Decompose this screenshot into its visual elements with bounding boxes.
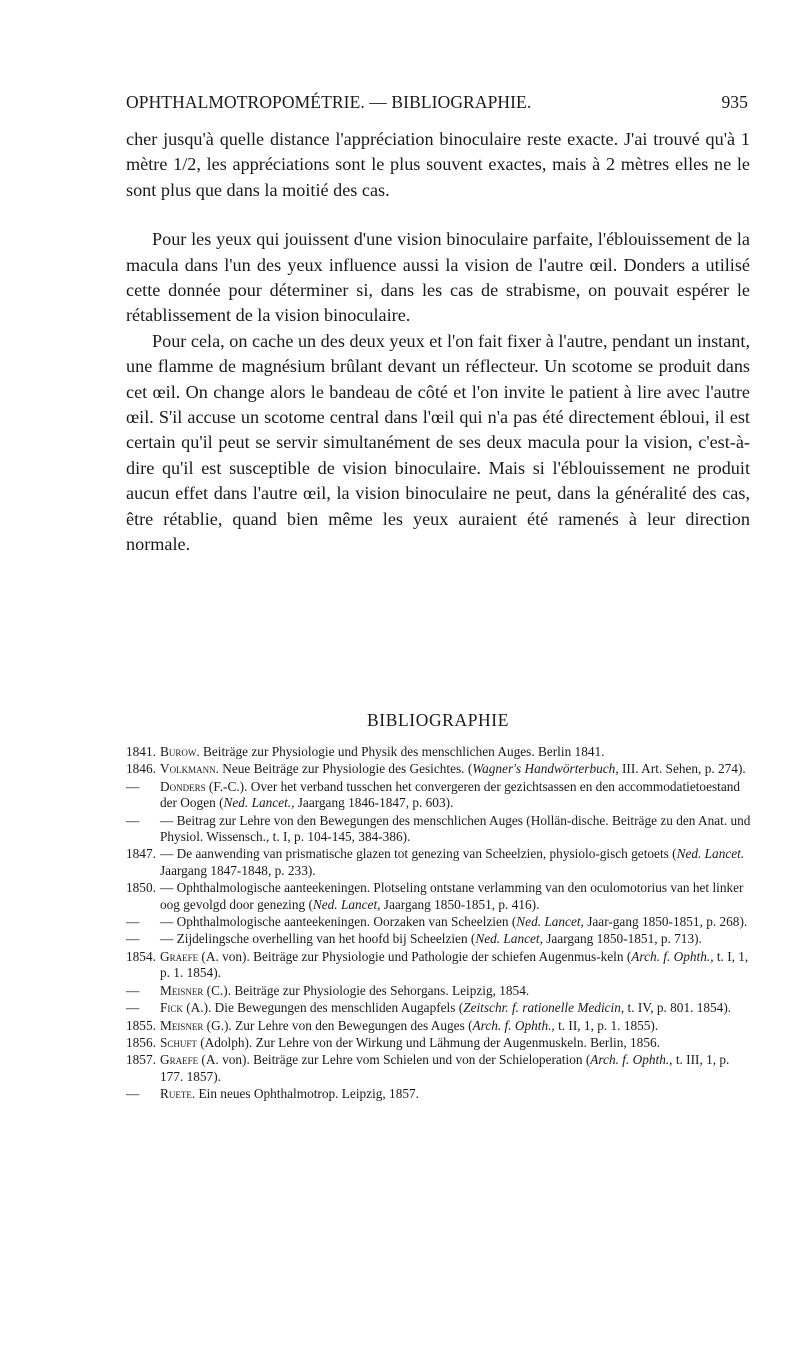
entry-year: — (126, 931, 140, 947)
entry-author: Schuft (160, 1034, 197, 1050)
entry-source: Zeitschr. f. rationelle Medicin, (463, 1000, 625, 1016)
entry-author: Volkmann. (160, 761, 219, 777)
body-text (126, 127, 750, 558)
bibliography-heading: BIBLIOGRAPHIE (367, 710, 509, 730)
bibliography-entry (126, 813, 752, 846)
entry-text (160, 1035, 752, 1051)
bibliography-entry (126, 1000, 752, 1016)
bibliography-entry (126, 880, 752, 913)
bibliography-entry (126, 1052, 752, 1085)
entry-year: 1846. (126, 761, 156, 777)
entry-source: Ned. Lancet. (676, 846, 745, 862)
entry-details: Jaargang 1847-1848, p. 233). (160, 862, 316, 878)
entry-details: Jaargang 1850-1851, p. 416). (380, 896, 540, 912)
entry-title: (A. von). Beiträge zur Physiologie und Pathologie der schiefen Augenmus-keln ( (198, 948, 632, 964)
entry-author: Graefe (160, 948, 199, 964)
entry-year: — (126, 914, 140, 930)
entry-text (160, 1000, 752, 1016)
running-head (126, 92, 748, 116)
entry-year: — (126, 982, 140, 998)
entry-title: (A. von). Beiträge zur Lehre vom Schielen und von der Schieloperation ( (198, 1052, 591, 1068)
entry-text (160, 1052, 752, 1085)
entry-text (160, 949, 752, 982)
entry-source: Arch. f. Ophth., (590, 1052, 673, 1068)
entry-title: (F.-C.). Over het verband tusschen het convergeren der gezichtsassen en den accommodatietoestand der Oogen ( (160, 778, 741, 811)
bibliography-list (126, 744, 752, 1104)
entry-text (160, 1018, 752, 1034)
entry-text (160, 779, 752, 812)
entry-title: (A.). Die Bewegungen des menschliden Augapfels ( (182, 1000, 464, 1016)
entry-details: t. III, 1, p. 177. 1857). (160, 1052, 730, 1084)
entry-text (160, 931, 752, 947)
entry-source: Ned. Lancet, (312, 896, 381, 912)
paragraph: Pour les yeux qui jouissent d'une vision binoculaire parfaite, l'éblouissement de la macula dans l'un des yeux influence aussi la vision de l'autre œil. Donders a utilisé cette donnée pour déterminer si, dans les cas de strabisme, on pouvait espérer le rétablissement de la vision binoculaire. (126, 229, 750, 326)
paragraph: Pour cela, on cache un des deux yeux et l'on fait fixer à l'autre, pendant un instant, une flamme de magnésium brûlant devant un réflecteur. Un scotome se produit dans cet œil. On change alors le bandeau de côté et l'on invite le patient à lire avec l'autre œil. S'il accuse un scotome central dans l'œil qui n'a pas été directement ébloui, il est certain qu'il peut se servir simultanément de ses deux macula pour la vision, c'est-à-dire qu'il est susceptible de vision binoculaire. Mais si l'éblouissement ne produit aucun effet dans l'autre œil, la vision binoculaire ne peut, dans la généralité des cas, être rétablie, quand bien même les yeux auraient été ramenés à leur direction normale. (126, 330, 750, 555)
bibliography-entry (126, 779, 752, 812)
bibliography-entry (126, 931, 752, 947)
entry-title: (C.). Beiträge zur Physiologie des Sehorgans. Leipzig, 1854. (203, 982, 530, 998)
entry-year: — (126, 1086, 140, 1102)
running-head-title: OPHTHALMOTROPOMÉTRIE. — BIBLIOGRAPHIE. (126, 92, 532, 112)
entry-year: 1847. (126, 846, 156, 862)
entry-title: — Ophthalmologische aanteekeningen. Plotseling ontstane verlamming van den oculomotorius van het linker oog gevolgd door genezing ( (160, 880, 744, 912)
entry-year: 1854. (126, 948, 156, 964)
entry-details: Jaargang 1850-1851, p. 713). (542, 931, 702, 947)
entry-year: — (126, 812, 140, 828)
entry-details: III. Art. Sehen, p. 274). (618, 761, 746, 777)
entry-title: — Ophthalmologische aanteekeningen. Oorzaken van Scheelzien ( (160, 914, 517, 930)
entry-text (160, 880, 752, 913)
entry-title: Beiträge zur Physiologie und Physik des menschlichen Auges. Berlin 1841. (199, 744, 605, 759)
entry-title: Neue Beiträge zur Physiologie des Gesichtes. ( (218, 761, 473, 777)
entry-year: 1841. (126, 744, 156, 759)
entry-author: Meisner (160, 1017, 204, 1033)
bibliography-entry (126, 914, 752, 930)
entry-details: Jaargang 1846-1847, p. 603). (294, 795, 454, 811)
entry-text (160, 761, 752, 777)
entry-title: Ein neues Ophthalmotrop. Leipzig, 1857. (195, 1086, 419, 1102)
entry-author: Fick (160, 1000, 183, 1016)
bibliography-entry (126, 983, 752, 999)
bibliography-entry (126, 1018, 752, 1034)
entry-details: t. II, 1, p. 1. 1855). (554, 1017, 659, 1033)
entry-text (160, 983, 752, 999)
bibliography-entry (126, 1035, 752, 1051)
entry-year: 1857. (126, 1052, 156, 1068)
bibliography-entry (126, 1086, 752, 1102)
entry-source: Ned. Lancet, (516, 914, 584, 930)
entry-text (160, 914, 752, 930)
entry-author: Burow. (160, 744, 200, 759)
entry-text (160, 744, 752, 760)
entry-title: — De aanwending van prismatische glazen tot genezing van Scheelzien, physiolo-gisch getoets ( (160, 846, 677, 862)
entry-text (160, 813, 752, 846)
entry-source: Ned. Lancet., (223, 795, 295, 811)
bibliography-entry (126, 761, 752, 777)
bibliography-entry (126, 744, 752, 760)
entry-details: t. I, 1, p. 1. 1854). (160, 948, 749, 981)
entry-author: Ruete. (160, 1086, 196, 1102)
entry-year: 1856. (126, 1034, 156, 1050)
entry-details: t. IV, p. 801. 1854). (624, 1000, 732, 1016)
entry-year: 1850. (126, 880, 156, 896)
page-number: 935 (721, 92, 748, 112)
entry-title: (Adolph). Zur Lehre von der Wirkung und Lähmung der Augenmuskeln. Berlin, 1856. (196, 1034, 660, 1050)
entry-title: — Zijdelingsche overhelling van het hoofd bij Scheelzien ( (160, 931, 476, 947)
bibliography-entry (126, 949, 752, 982)
entry-source: Wagner's Handwörterbuch, (472, 761, 619, 777)
entry-text (160, 846, 752, 879)
entry-author: Donders (160, 778, 206, 794)
entry-source: Arch. f. Ophth., (472, 1017, 555, 1033)
entry-year: 1855. (126, 1017, 156, 1033)
entry-title: — Beitrag zur Lehre von den Bewegungen des menschlichen Auges (Hollän-dische. Beiträge zu den Anat. und Physiol. Wissensch., t. I, p. 104-145, 384-386). (160, 812, 751, 845)
entry-year: — (126, 1000, 140, 1016)
entry-source: Ned. Lancet, (475, 931, 543, 947)
entry-author: Graefe (160, 1052, 199, 1068)
entry-details: Jaar-gang 1850-1851, p. 268). (583, 914, 748, 930)
paragraph: cher jusqu'à quelle distance l'appréciation binoculaire reste exacte. J'ai trouvé qu'à 1 mètre 1/2, les appréciations sont le plus souvent exactes, mais à 2 mètres elles ne le sont plus que dans la moitié des cas. (126, 129, 750, 200)
entry-author: Meisner (160, 982, 204, 998)
entry-year: — (126, 778, 140, 794)
entry-title: (G.). Zur Lehre von den Bewegungen des Auges ( (203, 1017, 473, 1033)
entry-source: Arch. f. Ophth., (631, 948, 714, 964)
entry-text (160, 1086, 752, 1102)
bibliography-entry (126, 846, 752, 879)
